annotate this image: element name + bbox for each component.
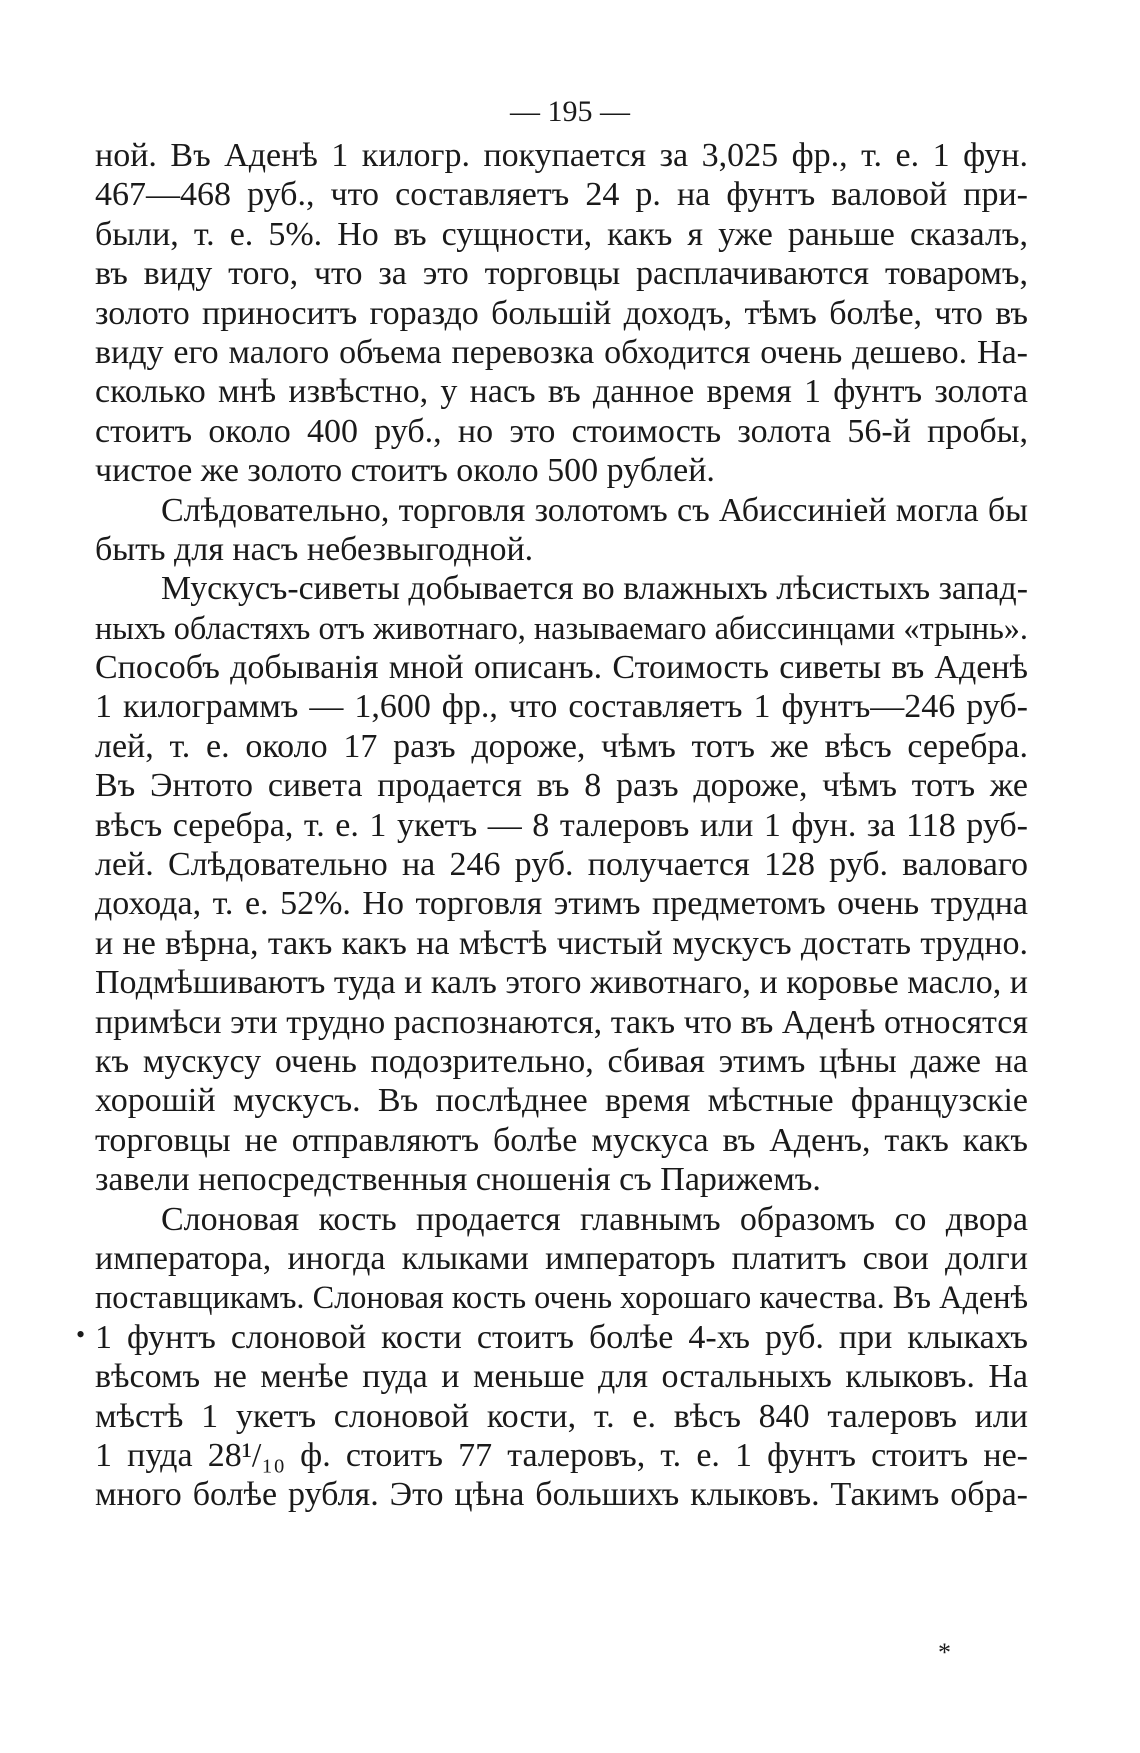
text-line: много болѣе рубля. Это цѣна большихъ клыковъ. Такимъ обра- [95, 1476, 1028, 1514]
body-text [95, 136, 1028, 1515]
text-line: Слѣдовательно, торговля золотомъ съ Абиссинiей могла бы [161, 491, 1028, 529]
text-line: сколько мнѣ извѣстно, у насъ въ данное время 1 фунтъ золота [95, 373, 1028, 411]
text-line: ной. Въ Аденѣ 1 килогр. покупается за 3,025 фр., т. е. 1 фун. [95, 137, 1028, 174]
text-line: чистое же золото стоитъ около 500 рублей. [95, 452, 715, 490]
text-line: 1 килограммъ — 1,600 фр., что составляетъ 1 фунтъ—246 руб- [95, 688, 1028, 726]
text-line: 1 фунтъ слоновой кости стоитъ болѣе 4-хъ руб. при клыкахъ [95, 1318, 1028, 1356]
text-line: лей, т. е. около 17 разъ дороже, чѣмъ тотъ же вѣсъ серебра. [95, 727, 1028, 765]
text-line: золото приноситъ гораздо большiй доходъ, тѣмъ болѣе, что въ [95, 294, 1028, 332]
text-line: дохода, т. е. 52%. Но торговля этимъ предметомъ очень трудна [95, 885, 1028, 923]
text-line: поставщикамъ. Слоновая кость очень хорошаго качества. Въ Аденѣ [95, 1279, 1028, 1316]
text-line: примѣси эти трудно распознаются, такъ что въ Аденѣ относятся [95, 1003, 1028, 1041]
text-line: Въ Энтото сивета продается въ 8 разъ дороже, чѣмъ тотъ же [95, 767, 1028, 805]
text-line: мѣстѣ 1 укетъ слоновой кости, т. е. вѣсъ 840 талеровъ или [95, 1397, 1028, 1435]
text-line: императора, иногда клыками императоръ платитъ свои долги [95, 1239, 1028, 1277]
text-line: торговцы не отправляютъ болѣе мускуса въ Аденъ, такъ какъ [95, 1121, 1028, 1159]
text-line: ныхъ областяхъ отъ животнаго, называемаго абиссинцами «трынь». [95, 609, 1028, 646]
text-line: стоитъ около 400 руб., но это стоимость золота 56-й пробы, [95, 412, 1028, 450]
signature-mark: * [938, 1638, 951, 1667]
text-line: 1 пуда 28¹/₁₀ ф. стоитъ 77 талеровъ, т. е. 1 фунтъ стоитъ не- [95, 1436, 1028, 1474]
text-line: Способъ добыванiя мной описанъ. Стоимость сиветы въ Аденѣ [95, 649, 1028, 687]
text-line: лей. Слѣдовательно на 246 руб. получается 128 руб. валоваго [95, 846, 1028, 884]
text-line: и не вѣрна, такъ какъ на мѣстѣ чистый мускусъ достать трудно. [95, 924, 1028, 962]
page-number: — 195 — [510, 95, 630, 128]
text-line: завели непосредственныя сношенiя съ Парижемъ. [95, 1161, 821, 1199]
text-line: хорошiй мускусъ. Въ послѣднее время мѣстные французскiе [95, 1082, 1028, 1120]
text-line: къ мускусу очень подозрительно, сбивая этимъ цѣны даже на [95, 1042, 1028, 1080]
text-line: 467—468 руб., что составляетъ 24 р. на фунтъ валовой при- [95, 176, 1028, 214]
text-line: Подмѣшиваютъ туда и калъ этого животнаго, и коровье масло, и [95, 964, 1028, 1002]
text-line: вѣсъ серебра, т. е. 1 укетъ — 8 талеровъ или 1 фун. за 118 руб- [95, 806, 1028, 844]
text-line: были, т. е. 5%. Но въ сущности, какъ я уже раньше сказалъ, [95, 215, 1028, 253]
text-line: Слоновая кость продается главнымъ образомъ со двора [161, 1200, 1028, 1238]
text-line: виду его малого объема перевозка обходится очень дешево. На- [95, 333, 1028, 371]
text-line: вѣсомъ не менѣе пуда и меньше для остальныхъ клыковъ. На [95, 1358, 1028, 1396]
margin-dot: • [76, 1320, 86, 1349]
text-line: въ виду того, что за это торговцы расплачиваются товаромъ, [95, 255, 1028, 293]
text-line: Мускусъ-сиветы добывается во влажныхъ лѣсистыхъ запад- [161, 570, 1028, 608]
text-line: быть для насъ небезвыгодной. [95, 530, 534, 568]
